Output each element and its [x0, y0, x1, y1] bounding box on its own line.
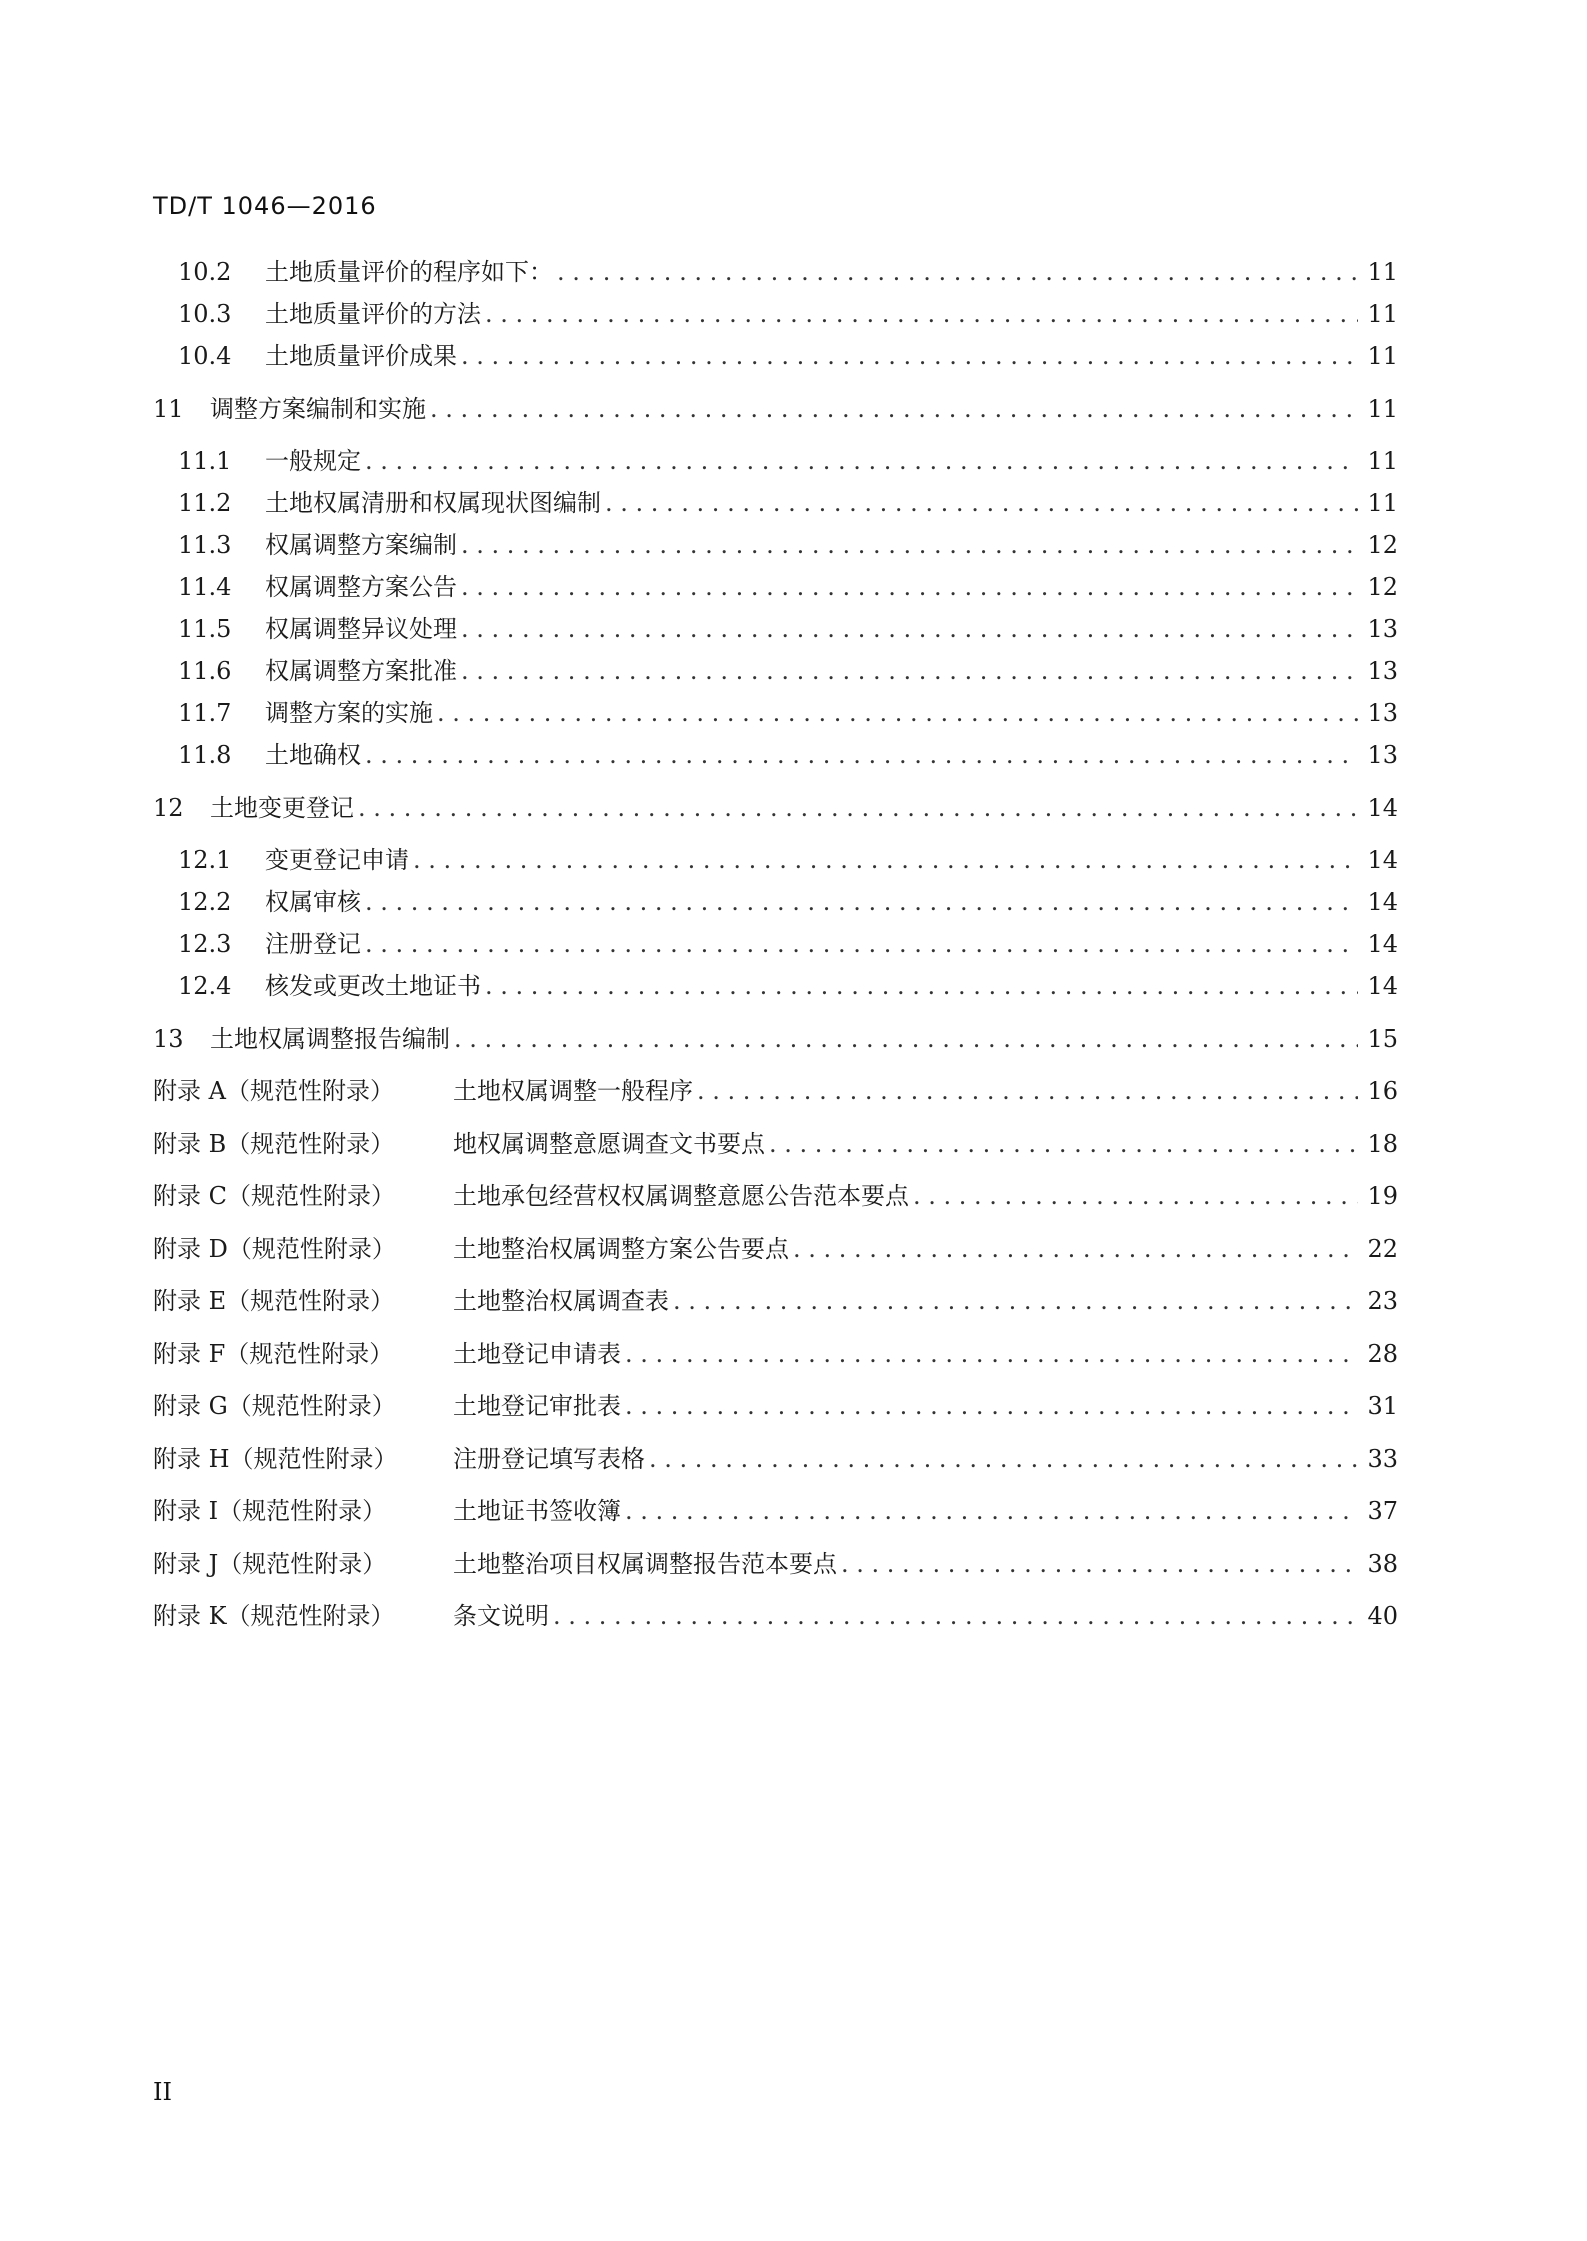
toc-entry-title: 权属调整方案批准 — [265, 657, 457, 685]
toc-entry-page: 31 — [1367, 1392, 1398, 1420]
toc-entry-title: 土地整治权属调整方案公告要点 — [453, 1235, 789, 1263]
toc-entry-number: 11 — [153, 395, 184, 423]
toc-entry-number: 10.2 — [178, 258, 232, 286]
toc-annex-entry[interactable] — [153, 1074, 1398, 1108]
toc-entry[interactable] — [178, 738, 1398, 772]
toc-entry-page: 13 — [1367, 741, 1398, 769]
toc-entry-title: 注册登记 — [265, 930, 361, 958]
toc-entry-number: 11.8 — [178, 741, 232, 769]
toc-annex-label: 附录 E（规范性附录） — [153, 1287, 395, 1315]
toc-annex-label: 附录 D（规范性附录） — [153, 1235, 396, 1263]
toc-entry-title: 注册登记填写表格 — [453, 1445, 645, 1473]
toc-entry-title: 土地质量评价的方法 — [265, 300, 481, 328]
toc-entry-page: 28 — [1367, 1340, 1398, 1368]
toc-entry[interactable] — [153, 1022, 1398, 1056]
toc-entry-page: 11 — [1367, 300, 1398, 328]
toc-annex-label: 附录 G（规范性附录） — [153, 1392, 396, 1420]
toc-entry-number: 11.2 — [178, 489, 232, 517]
toc-entry-title: 权属调整方案编制 — [265, 531, 457, 559]
toc-leader-dots — [426, 392, 1358, 426]
toc-entry-page: 11 — [1367, 258, 1398, 286]
toc-entry-page: 13 — [1367, 615, 1398, 643]
toc-annex-label: 附录 A（规范性附录） — [153, 1077, 394, 1105]
toc-entry-page: 14 — [1367, 888, 1398, 916]
toc-entry-number: 11.3 — [178, 531, 232, 559]
toc-leader-dots — [433, 696, 1358, 730]
toc-entry-number: 11.7 — [178, 699, 232, 727]
toc-entry-page: 15 — [1367, 1025, 1398, 1053]
toc-entry-title: 土地权属调整一般程序 — [453, 1077, 693, 1105]
toc-entry-page: 38 — [1367, 1550, 1398, 1578]
toc-leader-dots — [621, 1494, 1358, 1528]
toc-entry-title: 土地整治权属调查表 — [453, 1287, 669, 1315]
toc-entry-title: 土地权属调整报告编制 — [210, 1025, 450, 1053]
toc-entry-page: 11 — [1367, 447, 1398, 475]
toc-leader-dots — [549, 1599, 1358, 1633]
toc-entry[interactable] — [178, 486, 1398, 520]
toc-entry-title: 权属审核 — [265, 888, 361, 916]
toc-entry-page: 18 — [1367, 1130, 1398, 1158]
toc-leader-dots — [765, 1127, 1358, 1161]
toc-entry-page: 13 — [1367, 699, 1398, 727]
toc-annex-entry[interactable] — [153, 1547, 1398, 1581]
toc-annex-entry[interactable] — [153, 1232, 1398, 1266]
toc-annex-label: 附录 J（规范性附录） — [153, 1550, 387, 1578]
toc-entry[interactable] — [178, 339, 1398, 373]
toc-entry[interactable] — [153, 791, 1398, 825]
toc-entry-number: 12.1 — [178, 846, 232, 874]
toc-leader-dots — [621, 1337, 1358, 1371]
toc-entry-title: 权属调整异议处理 — [265, 615, 457, 643]
toc-leader-dots — [693, 1074, 1358, 1108]
toc-entry-page: 37 — [1367, 1497, 1398, 1525]
toc-entry-number: 11.6 — [178, 657, 232, 685]
toc-annex-label: 附录 C（规范性附录） — [153, 1182, 395, 1210]
toc-entry-title: 调整方案的实施 — [265, 699, 433, 727]
toc-entry-title: 条文说明 — [453, 1602, 549, 1630]
toc-entry-title: 调整方案编制和实施 — [210, 395, 426, 423]
toc-entry-title: 土地变更登记 — [210, 794, 354, 822]
toc-entry-title: 土地质量评价的程序如下： — [265, 258, 553, 286]
toc-entry-title: 土地确权 — [265, 741, 361, 769]
toc-entry-title: 土地整治项目权属调整报告范本要点 — [453, 1550, 837, 1578]
toc-leader-dots — [450, 1022, 1358, 1056]
toc-entry-number: 10.3 — [178, 300, 232, 328]
toc-entry[interactable] — [178, 255, 1398, 289]
toc-entry-number: 12.2 — [178, 888, 232, 916]
toc-entry-title: 一般规定 — [265, 447, 361, 475]
toc-entry-page: 14 — [1367, 930, 1398, 958]
toc-entry-title: 核发或更改土地证书 — [265, 972, 481, 1000]
toc-annex-entry[interactable] — [153, 1494, 1398, 1528]
toc-entry[interactable] — [178, 297, 1398, 331]
toc-leader-dots — [669, 1284, 1358, 1318]
toc-entry[interactable] — [178, 927, 1398, 961]
toc-entry-page: 14 — [1367, 846, 1398, 874]
toc-entry-page: 13 — [1367, 657, 1398, 685]
toc-leader-dots — [361, 738, 1358, 772]
toc-entry-title: 土地质量评价成果 — [265, 342, 457, 370]
toc-entry-page: 33 — [1367, 1445, 1398, 1473]
toc-annex-entry[interactable] — [153, 1127, 1398, 1161]
toc-annex-entry[interactable] — [153, 1179, 1398, 1213]
toc-annex-entry[interactable] — [153, 1337, 1398, 1371]
toc-leader-dots — [354, 791, 1358, 825]
toc-entry-page: 23 — [1367, 1287, 1398, 1315]
toc-leader-dots — [601, 486, 1358, 520]
toc-entry[interactable] — [178, 612, 1398, 646]
toc-leader-dots — [909, 1179, 1358, 1213]
toc-entry-number: 10.4 — [178, 342, 232, 370]
toc-leader-dots — [837, 1547, 1358, 1581]
toc-annex-label: 附录 K（规范性附录） — [153, 1602, 395, 1630]
toc-leader-dots — [361, 885, 1358, 919]
toc-entry-page: 14 — [1367, 972, 1398, 1000]
toc-entry[interactable] — [178, 885, 1398, 919]
toc-entry-page: 11 — [1367, 489, 1398, 517]
toc-annex-label: 附录 B（规范性附录） — [153, 1130, 395, 1158]
toc-entry[interactable] — [178, 570, 1398, 604]
toc-entry-number: 11.5 — [178, 615, 232, 643]
toc-entry-number: 12 — [153, 794, 184, 822]
toc-entry-title: 土地权属清册和权属现状图编制 — [265, 489, 601, 517]
toc-leader-dots — [457, 339, 1358, 373]
toc-leader-dots — [789, 1232, 1358, 1266]
document-code: TD/T 1046—2016 — [153, 192, 377, 220]
toc-entry[interactable] — [178, 444, 1398, 478]
toc-leader-dots — [481, 297, 1358, 331]
toc-entry[interactable] — [153, 392, 1398, 426]
toc-leader-dots — [409, 843, 1358, 877]
toc-leader-dots — [645, 1442, 1358, 1476]
toc-entry-page: 11 — [1367, 342, 1398, 370]
toc-annex-entry[interactable] — [153, 1284, 1398, 1318]
toc-leader-dots — [361, 927, 1358, 961]
toc-annex-entry[interactable] — [153, 1599, 1398, 1633]
toc-entry-title: 地权属调整意愿调查文书要点 — [453, 1130, 765, 1158]
toc-entry[interactable] — [178, 843, 1398, 877]
toc-entry-page: 12 — [1367, 531, 1398, 559]
toc-leader-dots — [553, 255, 1358, 289]
toc-entry[interactable] — [178, 528, 1398, 562]
toc-entry[interactable] — [178, 696, 1398, 730]
toc-leader-dots — [481, 969, 1358, 1003]
toc-entry-title: 土地证书签收簿 — [453, 1497, 621, 1525]
toc-entry-title: 土地承包经营权权属调整意愿公告范本要点 — [453, 1182, 909, 1210]
toc-entry[interactable] — [178, 969, 1398, 1003]
toc-entry-page: 12 — [1367, 573, 1398, 601]
toc-leader-dots — [457, 612, 1358, 646]
toc-entry-page: 14 — [1367, 794, 1398, 822]
toc-entry-title: 权属调整方案公告 — [265, 573, 457, 601]
page-number: II — [153, 2078, 172, 2106]
toc-entry-title: 变更登记申请 — [265, 846, 409, 874]
toc-entry-page: 19 — [1367, 1182, 1398, 1210]
toc-annex-label: 附录 H（规范性附录） — [153, 1445, 398, 1473]
toc-entry-number: 13 — [153, 1025, 184, 1053]
toc-annex-entry[interactable] — [153, 1442, 1398, 1476]
toc-leader-dots — [361, 444, 1358, 478]
toc-entry-title: 土地登记审批表 — [453, 1392, 621, 1420]
toc-annex-label: 附录 F（规范性附录） — [153, 1340, 394, 1368]
toc-entry-page: 22 — [1367, 1235, 1398, 1263]
toc-entry-number: 11.4 — [178, 573, 232, 601]
toc-leader-dots — [457, 528, 1358, 562]
toc-annex-label: 附录 I（规范性附录） — [153, 1497, 387, 1525]
toc-annex-entry[interactable] — [153, 1389, 1398, 1423]
toc-entry-number: 12.4 — [178, 972, 232, 1000]
toc-leader-dots — [457, 570, 1358, 604]
toc-entry-number: 12.3 — [178, 930, 232, 958]
toc-entry-page: 11 — [1367, 395, 1398, 423]
toc-leader-dots — [621, 1389, 1358, 1423]
toc-entry-number: 11.1 — [178, 447, 232, 475]
toc-entry[interactable] — [178, 654, 1398, 688]
toc-leader-dots — [457, 654, 1358, 688]
toc-entry-page: 16 — [1367, 1077, 1398, 1105]
toc-entry-page: 40 — [1367, 1602, 1398, 1630]
toc-entry-title: 土地登记申请表 — [453, 1340, 621, 1368]
